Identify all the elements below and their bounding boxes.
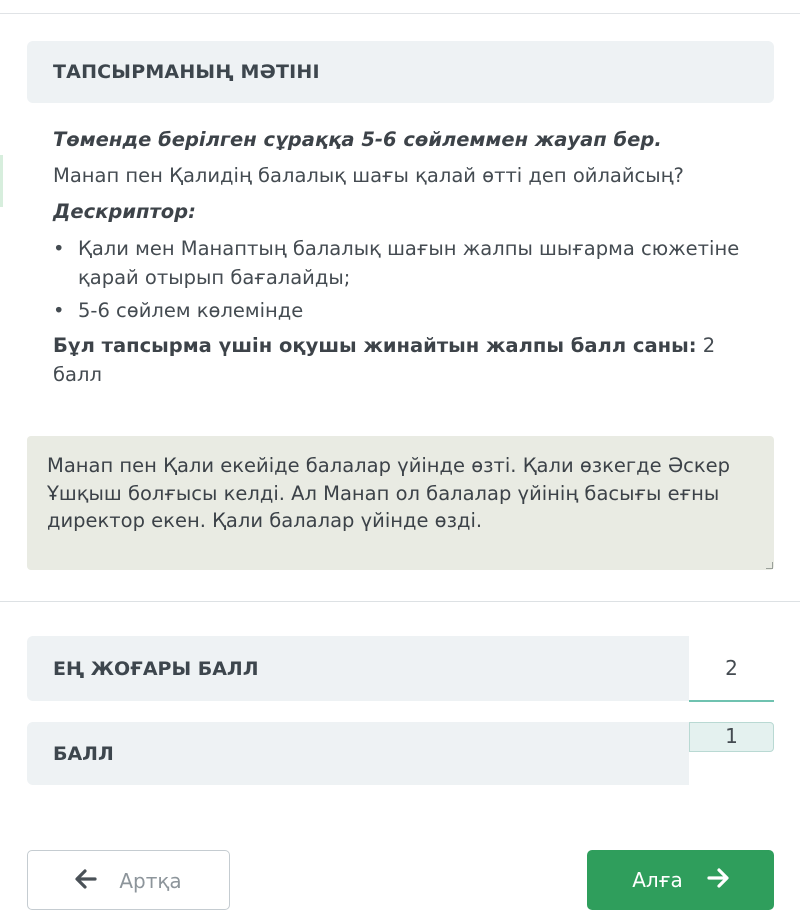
total-points-value: 2 балл (53, 334, 716, 386)
resize-handle[interactable] (766, 562, 773, 569)
descriptor-item-text: 5-6 сөйлем көлемінде (78, 299, 304, 322)
max-score-label-box (27, 636, 689, 701)
descriptor-item (53, 296, 753, 325)
left-accent-bar (0, 155, 3, 207)
max-score-value: 2 (689, 636, 774, 702)
max-score-label: ЕҢ ЖОҒАРЫ БАЛЛ (53, 657, 259, 680)
task-instruction: Төменде берілген сұраққа 5-6 сөйлеммен жауап бер. (53, 128, 662, 151)
bullet: • (53, 299, 65, 322)
score-input[interactable] (689, 722, 774, 752)
answer-text: Манап пен Қали екейіде балалар үйінде өзті. Қали өзкегде Әскер Ұшқыш болғысы келді. Ал Манап ол балалар үйінің басығы еғны директор екен. Қали балалар үйінде өзді. (47, 454, 731, 532)
descriptor-item (53, 234, 753, 292)
top-divider (0, 13, 800, 14)
answer-textarea[interactable] (27, 436, 774, 570)
total-points-label: Бұл тапсырма үшін оқушы жинайтын жалпы балл саны: (53, 334, 697, 357)
score-input-value: 1 (725, 723, 738, 748)
task-body (53, 124, 753, 389)
back-button-label: Артқа (119, 869, 182, 893)
descriptor-item-text: Қали мен Манаптың балалық шағын жалпы шығарма сюжетіне қарай отырып бағалайды; (78, 237, 740, 289)
section-divider (0, 601, 800, 602)
next-button-label: Алға (632, 868, 683, 892)
back-button[interactable] (27, 850, 230, 910)
arrow-left-icon (75, 869, 97, 889)
score-label: БАЛЛ (53, 742, 114, 765)
bullet: • (53, 237, 65, 260)
next-button[interactable] (587, 850, 774, 910)
score-label-box (27, 722, 689, 785)
arrow-right-icon (707, 868, 729, 888)
descriptor-list (53, 234, 753, 325)
task-header (27, 41, 774, 103)
descriptor-title: Дескриптор: (53, 200, 196, 223)
task-question: Манап пен Қалидің балалық шағы қалай өтті деп ойлайсың? (53, 164, 684, 187)
task-header-title: ТАПСЫРМАНЫҢ МӘТІНІ (53, 61, 320, 83)
total-points-line (53, 331, 753, 389)
